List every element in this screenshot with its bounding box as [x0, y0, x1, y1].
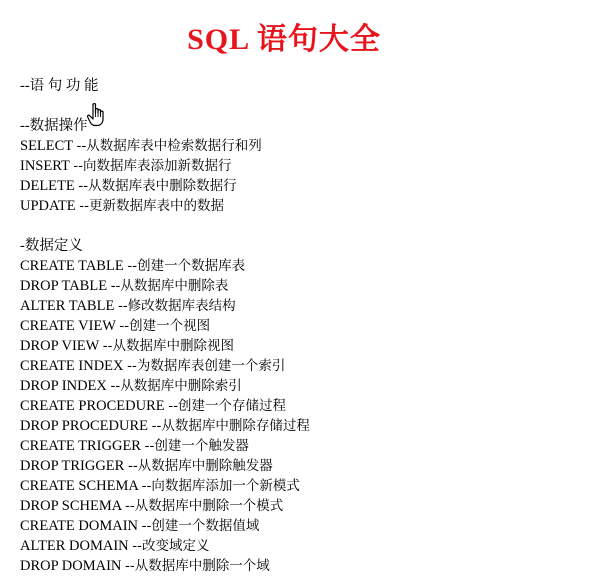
list-item — [20, 476, 310, 496]
sql-command: CREATE INDEX — [20, 358, 124, 374]
list-item — [20, 316, 310, 336]
spacer — [20, 216, 310, 236]
list-item — [20, 176, 310, 196]
spacer — [20, 96, 310, 116]
sql-command: CREATE PROCEDURE — [20, 398, 165, 414]
sql-command: DROP DOMAIN — [20, 558, 122, 574]
sql-command: CREATE SCHEMA — [20, 478, 139, 494]
sql-command: ALTER DOMAIN — [20, 538, 129, 554]
list-item — [20, 256, 310, 276]
list-item — [20, 156, 310, 176]
list-item — [20, 196, 310, 216]
sql-command: DROP SCHEMA — [20, 498, 122, 514]
sql-command: ALTER TABLE — [20, 298, 115, 314]
list-item — [20, 396, 310, 416]
list-item — [20, 416, 310, 436]
list-item — [20, 516, 310, 536]
sql-description: --改变域定义 — [132, 538, 210, 554]
list-item — [20, 276, 310, 296]
sql-command: DROP VIEW — [20, 338, 100, 354]
sql-description: --向数据库添加一个新模式 — [141, 478, 300, 494]
sql-command: DROP INDEX — [20, 378, 107, 394]
sql-command: UPDATE — [20, 198, 76, 214]
section-heading-data-manipulation: --数据操作 — [20, 118, 88, 134]
list-item — [20, 356, 310, 376]
sql-description: --为数据库表创建一个索引 — [127, 358, 286, 374]
section-items-data-manipulation — [20, 136, 310, 216]
sql-command: DELETE — [20, 178, 75, 194]
sql-description: --从数据库中删除一个模式 — [125, 498, 284, 514]
sql-command: CREATE VIEW — [20, 318, 116, 334]
sql-description: --创建一个数据值域 — [141, 518, 260, 534]
section-items-data-definition — [20, 256, 310, 576]
sql-command: CREATE TABLE — [20, 258, 124, 274]
sql-description: --创建一个数据库表 — [127, 258, 246, 274]
sql-command: DROP TABLE — [20, 278, 108, 294]
sql-description: --更新数据库表中的数据 — [79, 198, 224, 214]
page-title: SQL 语句大全 — [187, 23, 381, 56]
section-heading-data-definition: -数据定义 — [20, 238, 83, 254]
sql-description: --创建一个触发器 — [144, 438, 249, 454]
list-item — [20, 536, 310, 556]
sql-description: --从数据库中删除索引 — [110, 378, 242, 394]
sql-description: --从数据库中删除存储过程 — [151, 418, 310, 434]
sql-command: CREATE TRIGGER — [20, 438, 141, 454]
list-item — [20, 296, 310, 316]
sql-description: --从数据库表中删除数据行 — [78, 178, 237, 194]
sql-description: --从数据库中删除触发器 — [127, 458, 273, 474]
list-item — [20, 496, 310, 516]
sql-command: DROP PROCEDURE — [20, 418, 148, 434]
hand-pointer-icon — [86, 102, 108, 128]
list-item — [20, 456, 310, 476]
list-item — [20, 376, 310, 396]
sql-description: --创建一个视图 — [119, 318, 211, 334]
sql-description: --从数据库表中检索数据行和列 — [76, 138, 262, 154]
list-item — [20, 136, 310, 156]
list-item — [20, 436, 310, 456]
sql-description: --从数据库中删除一个域 — [125, 558, 270, 574]
sql-command: DROP TRIGGER — [20, 458, 125, 474]
sql-command: SELECT — [20, 138, 73, 154]
sql-description: --从数据库中删除视图 — [102, 338, 234, 354]
sql-description: --修改数据库表结构 — [117, 298, 236, 314]
column-header-line: --语 句 功 能 — [20, 78, 99, 94]
sql-command: INSERT — [20, 158, 70, 174]
sql-command: CREATE DOMAIN — [20, 518, 139, 534]
document-body — [20, 76, 310, 576]
sql-description: --创建一个存储过程 — [168, 398, 286, 414]
list-item — [20, 556, 310, 576]
sql-description: --向数据库表添加新数据行 — [73, 158, 232, 174]
sql-description: --从数据库中删除表 — [110, 278, 229, 294]
list-item — [20, 336, 310, 356]
